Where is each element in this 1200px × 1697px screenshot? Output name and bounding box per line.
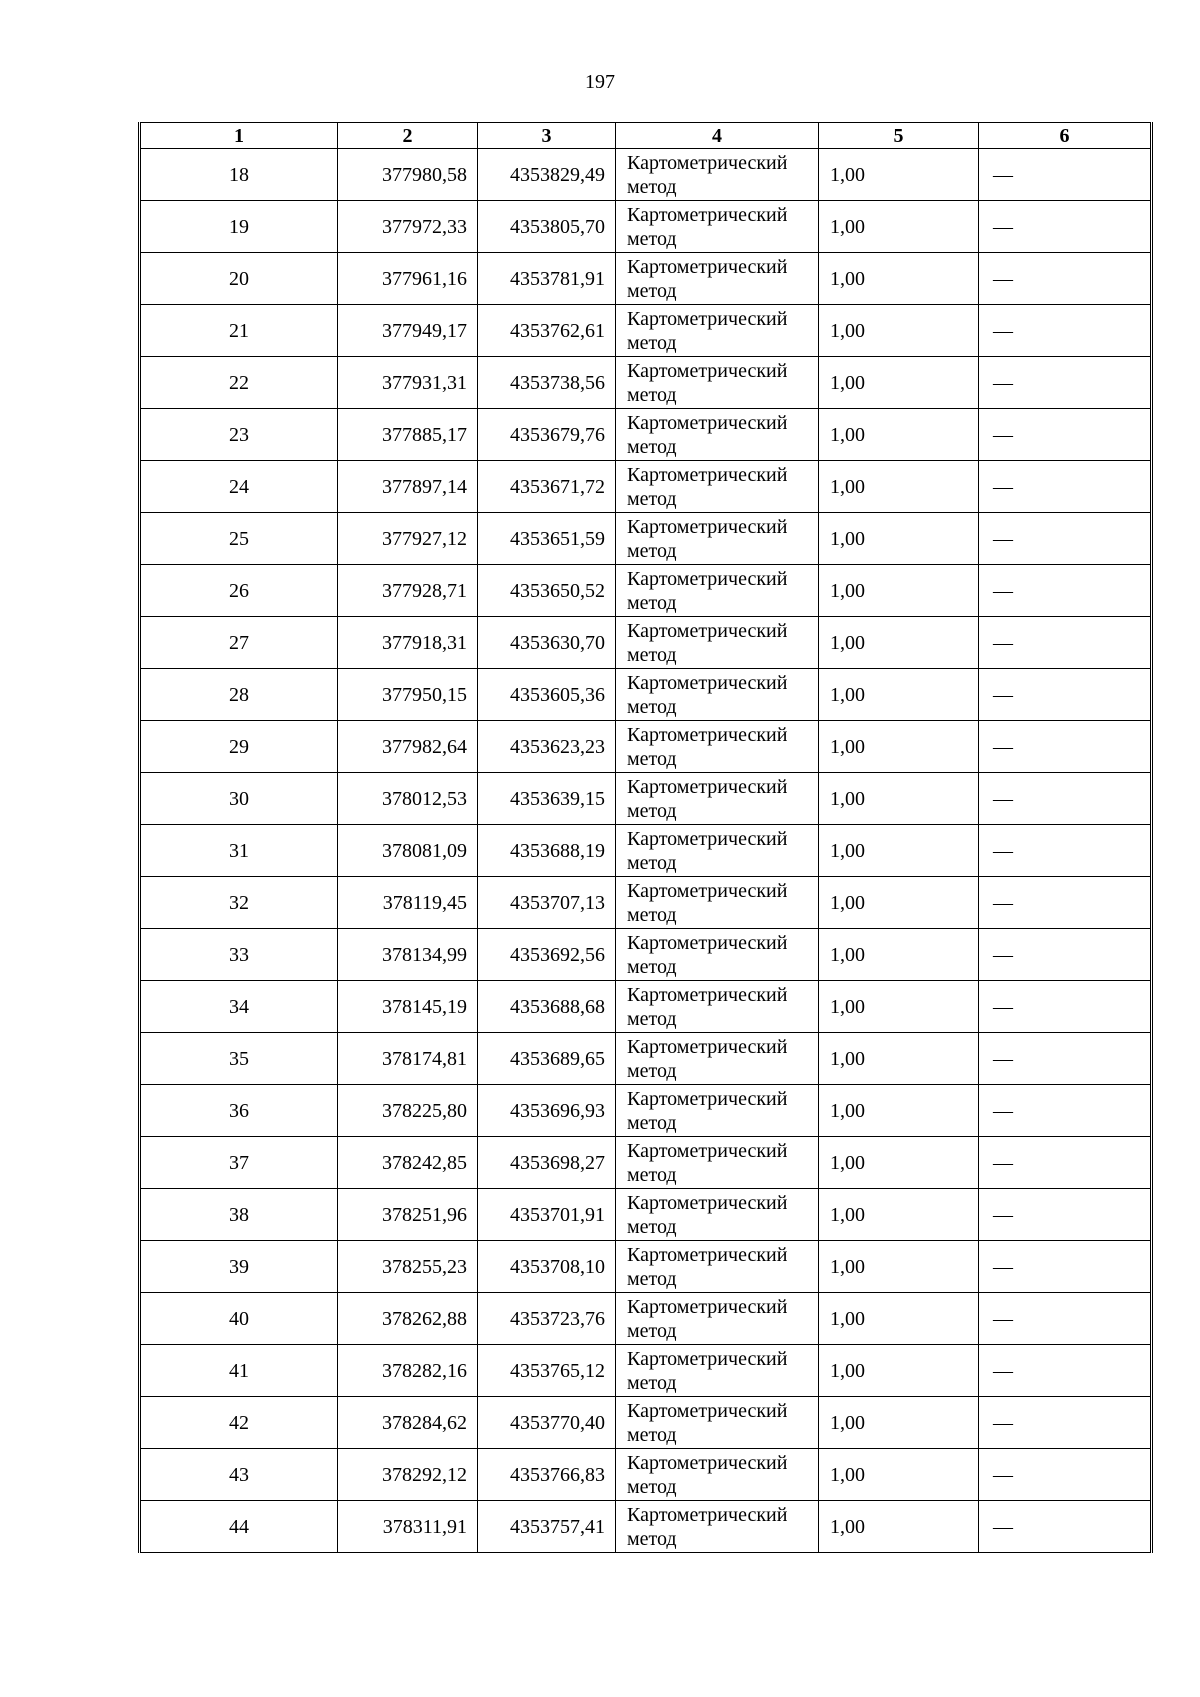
method-line-2: метод — [627, 1111, 677, 1134]
y-coordinate-cell: 4353650,52 — [478, 565, 616, 617]
point-number-cell: 37 — [140, 1137, 338, 1189]
table-row — [140, 1345, 1152, 1397]
method-cell — [616, 1293, 819, 1345]
point-number-cell: 24 — [140, 461, 338, 513]
accuracy-cell: 1,00 — [819, 1449, 979, 1501]
y-coordinate-cell: 4353651,59 — [478, 513, 616, 565]
note-cell: — — [979, 1033, 1152, 1085]
table-row — [140, 409, 1152, 461]
table-row — [140, 1241, 1152, 1293]
method-line-1: Картометрический — [627, 255, 788, 278]
method-line-2: метод — [627, 1475, 677, 1498]
x-coordinate-cell: 378174,81 — [338, 1033, 478, 1085]
y-coordinate-cell: 4353688,68 — [478, 981, 616, 1033]
method-cell — [616, 1241, 819, 1293]
method-line-1: Картометрический — [627, 307, 788, 330]
method-cell — [616, 513, 819, 565]
table-row — [140, 513, 1152, 565]
point-number-cell: 21 — [140, 305, 338, 357]
method-cell — [616, 1501, 819, 1553]
accuracy-cell: 1,00 — [819, 877, 979, 929]
table-row — [140, 1085, 1152, 1137]
note-cell: — — [979, 149, 1152, 201]
point-number-cell: 38 — [140, 1189, 338, 1241]
coordinates-table — [138, 122, 1153, 1553]
method-cell — [616, 565, 819, 617]
method-line-1: Картометрический — [627, 1451, 788, 1474]
method-cell — [616, 773, 819, 825]
table-row — [140, 565, 1152, 617]
y-coordinate-cell: 4353707,13 — [478, 877, 616, 929]
accuracy-cell: 1,00 — [819, 565, 979, 617]
method-cell — [616, 149, 819, 201]
method-cell — [616, 721, 819, 773]
point-number-cell: 19 — [140, 201, 338, 253]
y-coordinate-cell: 4353630,70 — [478, 617, 616, 669]
point-number-cell: 23 — [140, 409, 338, 461]
method-cell — [616, 1189, 819, 1241]
y-coordinate-cell: 4353770,40 — [478, 1397, 616, 1449]
note-cell: — — [979, 1137, 1152, 1189]
point-number-cell: 34 — [140, 981, 338, 1033]
method-cell — [616, 1033, 819, 1085]
y-coordinate-cell: 4353708,10 — [478, 1241, 616, 1293]
header-col-6: 6 — [979, 123, 1152, 149]
y-coordinate-cell: 4353805,70 — [478, 201, 616, 253]
table-row — [140, 1397, 1152, 1449]
accuracy-cell: 1,00 — [819, 357, 979, 409]
table-row — [140, 1501, 1152, 1553]
accuracy-cell: 1,00 — [819, 149, 979, 201]
method-line-2: метод — [627, 643, 677, 666]
header-col-4: 4 — [616, 123, 819, 149]
method-line-2: метод — [627, 227, 677, 250]
method-cell — [616, 1085, 819, 1137]
accuracy-cell: 1,00 — [819, 1137, 979, 1189]
table-row — [140, 1189, 1152, 1241]
y-coordinate-cell: 4353698,27 — [478, 1137, 616, 1189]
x-coordinate-cell: 378284,62 — [338, 1397, 478, 1449]
accuracy-cell: 1,00 — [819, 1345, 979, 1397]
method-line-2: метод — [627, 487, 677, 510]
x-coordinate-cell: 377897,14 — [338, 461, 478, 513]
method-line-2: метод — [627, 955, 677, 978]
note-cell: — — [979, 1397, 1152, 1449]
accuracy-cell: 1,00 — [819, 253, 979, 305]
accuracy-cell: 1,00 — [819, 1085, 979, 1137]
accuracy-cell: 1,00 — [819, 1189, 979, 1241]
table-row — [140, 461, 1152, 513]
point-number-cell: 28 — [140, 669, 338, 721]
method-line-1: Картометрический — [627, 515, 788, 538]
method-cell — [616, 409, 819, 461]
accuracy-cell: 1,00 — [819, 409, 979, 461]
x-coordinate-cell: 378242,85 — [338, 1137, 478, 1189]
method-line-2: метод — [627, 175, 677, 198]
method-line-1: Картометрический — [627, 619, 788, 642]
table-row — [140, 773, 1152, 825]
method-line-2: метод — [627, 903, 677, 926]
note-cell: — — [979, 825, 1152, 877]
method-line-2: метод — [627, 591, 677, 614]
method-line-2: метод — [627, 695, 677, 718]
method-line-1: Картометрический — [627, 359, 788, 382]
note-cell: — — [979, 981, 1152, 1033]
note-cell: — — [979, 201, 1152, 253]
method-cell — [616, 877, 819, 929]
point-number-cell: 42 — [140, 1397, 338, 1449]
x-coordinate-cell: 378012,53 — [338, 773, 478, 825]
y-coordinate-cell: 4353701,91 — [478, 1189, 616, 1241]
method-cell — [616, 825, 819, 877]
x-coordinate-cell: 377928,71 — [338, 565, 478, 617]
accuracy-cell: 1,00 — [819, 721, 979, 773]
note-cell: — — [979, 1345, 1152, 1397]
table-header-row — [140, 123, 1152, 149]
note-cell: — — [979, 929, 1152, 981]
point-number-cell: 20 — [140, 253, 338, 305]
y-coordinate-cell: 4353623,23 — [478, 721, 616, 773]
accuracy-cell: 1,00 — [819, 1293, 979, 1345]
point-number-cell: 31 — [140, 825, 338, 877]
x-coordinate-cell: 377927,12 — [338, 513, 478, 565]
point-number-cell: 26 — [140, 565, 338, 617]
method-cell — [616, 1137, 819, 1189]
accuracy-cell: 1,00 — [819, 305, 979, 357]
table-row — [140, 617, 1152, 669]
note-cell: — — [979, 357, 1152, 409]
x-coordinate-cell: 378081,09 — [338, 825, 478, 877]
y-coordinate-cell: 4353829,49 — [478, 149, 616, 201]
note-cell: — — [979, 1241, 1152, 1293]
method-line-2: метод — [627, 1371, 677, 1394]
method-line-1: Картометрический — [627, 1503, 788, 1526]
y-coordinate-cell: 4353671,72 — [478, 461, 616, 513]
method-line-2: метод — [627, 799, 677, 822]
method-line-2: метод — [627, 1527, 677, 1550]
table-row — [140, 929, 1152, 981]
point-number-cell: 35 — [140, 1033, 338, 1085]
accuracy-cell: 1,00 — [819, 1501, 979, 1553]
x-coordinate-cell: 377980,58 — [338, 149, 478, 201]
x-coordinate-cell: 378145,19 — [338, 981, 478, 1033]
table-row — [140, 669, 1152, 721]
table-row — [140, 305, 1152, 357]
header-col-3: 3 — [478, 123, 616, 149]
table-row — [140, 721, 1152, 773]
point-number-cell: 43 — [140, 1449, 338, 1501]
point-number-cell: 41 — [140, 1345, 338, 1397]
method-line-2: метод — [627, 331, 677, 354]
accuracy-cell: 1,00 — [819, 929, 979, 981]
x-coordinate-cell: 377918,31 — [338, 617, 478, 669]
note-cell: — — [979, 617, 1152, 669]
point-number-cell: 22 — [140, 357, 338, 409]
method-cell — [616, 461, 819, 513]
note-cell: — — [979, 773, 1152, 825]
table-row — [140, 201, 1152, 253]
method-line-1: Картометрический — [627, 723, 788, 746]
point-number-cell: 25 — [140, 513, 338, 565]
note-cell: — — [979, 409, 1152, 461]
x-coordinate-cell: 377885,17 — [338, 409, 478, 461]
point-number-cell: 40 — [140, 1293, 338, 1345]
y-coordinate-cell: 4353679,76 — [478, 409, 616, 461]
x-coordinate-cell: 377950,15 — [338, 669, 478, 721]
method-line-2: метод — [627, 539, 677, 562]
y-coordinate-cell: 4353738,56 — [478, 357, 616, 409]
method-cell — [616, 617, 819, 669]
y-coordinate-cell: 4353696,93 — [478, 1085, 616, 1137]
accuracy-cell: 1,00 — [819, 981, 979, 1033]
method-cell — [616, 929, 819, 981]
method-line-1: Картометрический — [627, 1191, 788, 1214]
accuracy-cell: 1,00 — [819, 461, 979, 513]
method-cell — [616, 669, 819, 721]
method-line-1: Картометрический — [627, 775, 788, 798]
point-number-cell: 27 — [140, 617, 338, 669]
accuracy-cell: 1,00 — [819, 825, 979, 877]
method-cell — [616, 1397, 819, 1449]
x-coordinate-cell: 378251,96 — [338, 1189, 478, 1241]
y-coordinate-cell: 4353765,12 — [478, 1345, 616, 1397]
method-line-1: Картометрический — [627, 1295, 788, 1318]
point-number-cell: 39 — [140, 1241, 338, 1293]
note-cell: — — [979, 1501, 1152, 1553]
table-row — [140, 1033, 1152, 1085]
method-line-1: Картометрический — [627, 879, 788, 902]
method-line-1: Картометрический — [627, 1087, 788, 1110]
x-coordinate-cell: 377972,33 — [338, 201, 478, 253]
method-line-1: Картометрический — [627, 203, 788, 226]
point-number-cell: 18 — [140, 149, 338, 201]
method-line-1: Картометрический — [627, 1139, 788, 1162]
coordinates-table-container — [138, 122, 1150, 1553]
x-coordinate-cell: 377961,16 — [338, 253, 478, 305]
x-coordinate-cell: 377982,64 — [338, 721, 478, 773]
table-row — [140, 253, 1152, 305]
method-line-2: метод — [627, 1007, 677, 1030]
x-coordinate-cell: 378282,16 — [338, 1345, 478, 1397]
point-number-cell: 32 — [140, 877, 338, 929]
method-cell — [616, 981, 819, 1033]
y-coordinate-cell: 4353723,76 — [478, 1293, 616, 1345]
y-coordinate-cell: 4353762,61 — [478, 305, 616, 357]
accuracy-cell: 1,00 — [819, 513, 979, 565]
note-cell: — — [979, 461, 1152, 513]
method-line-1: Картометрический — [627, 1347, 788, 1370]
x-coordinate-cell: 378225,80 — [338, 1085, 478, 1137]
table-row — [140, 149, 1152, 201]
y-coordinate-cell: 4353781,91 — [478, 253, 616, 305]
x-coordinate-cell: 377949,17 — [338, 305, 478, 357]
x-coordinate-cell: 378262,88 — [338, 1293, 478, 1345]
method-cell — [616, 1449, 819, 1501]
header-col-2: 2 — [338, 123, 478, 149]
accuracy-cell: 1,00 — [819, 1397, 979, 1449]
point-number-cell: 33 — [140, 929, 338, 981]
accuracy-cell: 1,00 — [819, 669, 979, 721]
x-coordinate-cell: 378134,99 — [338, 929, 478, 981]
method-line-1: Картометрический — [627, 151, 788, 174]
method-line-2: метод — [627, 279, 677, 302]
note-cell: — — [979, 1085, 1152, 1137]
method-line-1: Картометрический — [627, 411, 788, 434]
point-number-cell: 29 — [140, 721, 338, 773]
method-line-1: Картометрический — [627, 671, 788, 694]
note-cell: — — [979, 513, 1152, 565]
point-number-cell: 36 — [140, 1085, 338, 1137]
table-row — [140, 1293, 1152, 1345]
point-number-cell: 44 — [140, 1501, 338, 1553]
method-cell — [616, 201, 819, 253]
y-coordinate-cell: 4353766,83 — [478, 1449, 616, 1501]
table-row — [140, 825, 1152, 877]
method-line-2: метод — [627, 1163, 677, 1186]
method-line-2: метод — [627, 383, 677, 406]
method-line-1: Картометрический — [627, 463, 788, 486]
method-cell — [616, 253, 819, 305]
table-row — [140, 357, 1152, 409]
note-cell: — — [979, 877, 1152, 929]
method-cell — [616, 1345, 819, 1397]
table-row — [140, 981, 1152, 1033]
method-line-2: метод — [627, 1319, 677, 1342]
method-line-1: Картометрический — [627, 983, 788, 1006]
x-coordinate-cell: 378292,12 — [338, 1449, 478, 1501]
table-row — [140, 1137, 1152, 1189]
note-cell: — — [979, 305, 1152, 357]
page-number: 197 — [585, 71, 615, 93]
note-cell: — — [979, 253, 1152, 305]
accuracy-cell: 1,00 — [819, 201, 979, 253]
x-coordinate-cell: 377931,31 — [338, 357, 478, 409]
note-cell: — — [979, 721, 1152, 773]
note-cell: — — [979, 565, 1152, 617]
table-row — [140, 1449, 1152, 1501]
y-coordinate-cell: 4353605,36 — [478, 669, 616, 721]
method-line-1: Картометрический — [627, 931, 788, 954]
method-line-1: Картометрический — [627, 827, 788, 850]
note-cell: — — [979, 669, 1152, 721]
x-coordinate-cell: 378255,23 — [338, 1241, 478, 1293]
method-line-2: метод — [627, 1423, 677, 1446]
method-line-1: Картометрический — [627, 1399, 788, 1422]
table-body — [140, 149, 1152, 1553]
y-coordinate-cell: 4353639,15 — [478, 773, 616, 825]
method-cell — [616, 357, 819, 409]
method-cell — [616, 305, 819, 357]
note-cell: — — [979, 1449, 1152, 1501]
method-line-2: метод — [627, 747, 677, 770]
method-line-1: Картометрический — [627, 1035, 788, 1058]
accuracy-cell: 1,00 — [819, 1241, 979, 1293]
accuracy-cell: 1,00 — [819, 1033, 979, 1085]
y-coordinate-cell: 4353688,19 — [478, 825, 616, 877]
method-line-1: Картометрический — [627, 1243, 788, 1266]
method-line-2: метод — [627, 1267, 677, 1290]
x-coordinate-cell: 378311,91 — [338, 1501, 478, 1553]
method-line-2: метод — [627, 435, 677, 458]
accuracy-cell: 1,00 — [819, 617, 979, 669]
method-line-1: Картометрический — [627, 567, 788, 590]
header-col-5: 5 — [819, 123, 979, 149]
method-line-2: метод — [627, 1059, 677, 1082]
method-line-2: метод — [627, 851, 677, 874]
x-coordinate-cell: 378119,45 — [338, 877, 478, 929]
table-row — [140, 877, 1152, 929]
y-coordinate-cell: 4353689,65 — [478, 1033, 616, 1085]
method-line-2: метод — [627, 1215, 677, 1238]
accuracy-cell: 1,00 — [819, 773, 979, 825]
y-coordinate-cell: 4353757,41 — [478, 1501, 616, 1553]
point-number-cell: 30 — [140, 773, 338, 825]
y-coordinate-cell: 4353692,56 — [478, 929, 616, 981]
note-cell: — — [979, 1293, 1152, 1345]
note-cell: — — [979, 1189, 1152, 1241]
header-col-1: 1 — [140, 123, 338, 149]
